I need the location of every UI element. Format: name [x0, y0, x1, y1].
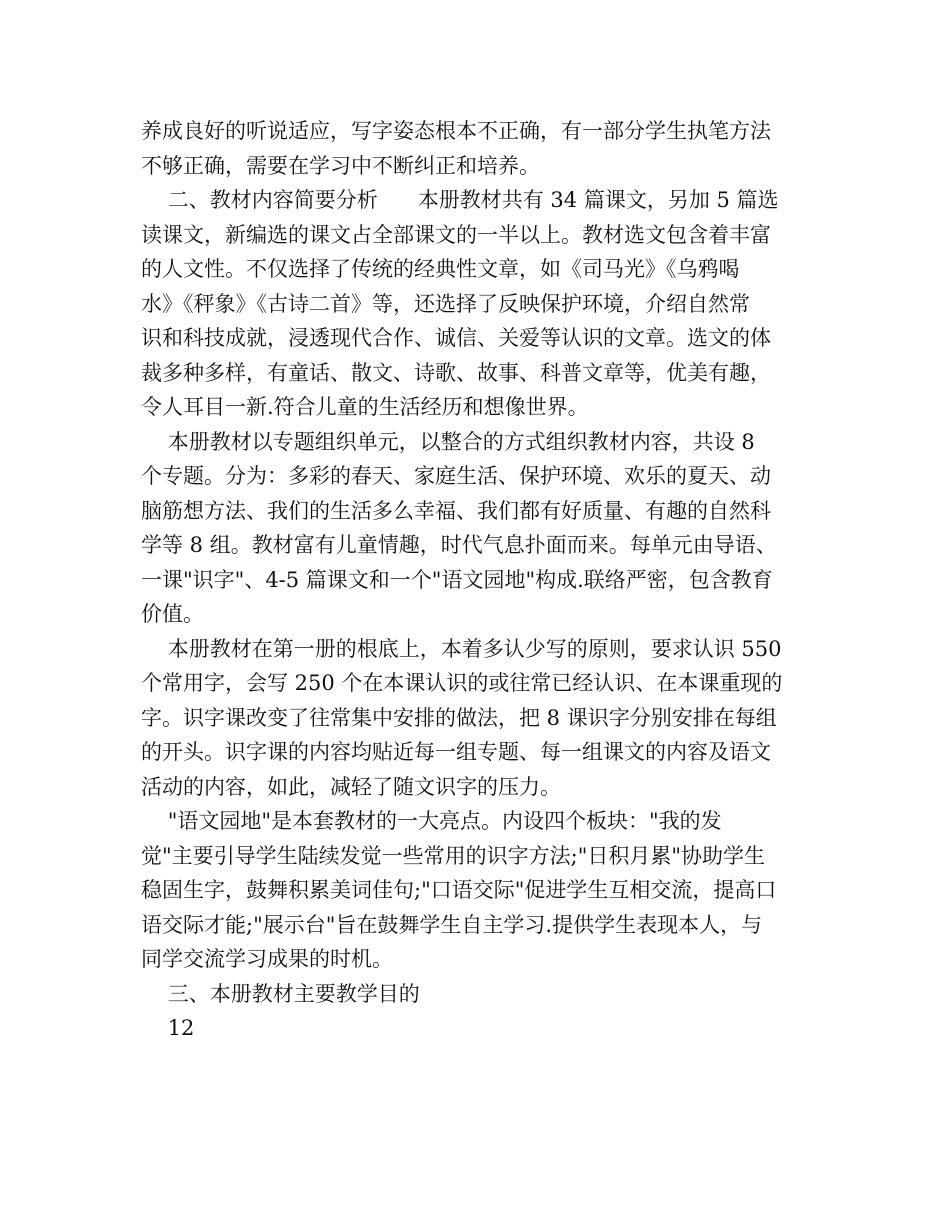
paragraph-continuation	[141, 114, 813, 183]
text-line: 养成良好的听说适应，写字姿态根本不正确，有一部分学生执笔方法	[141, 119, 771, 143]
text-line: 识和科技成就，浸透现代合作、诚信、关爱等认识的文章。选文的体	[141, 326, 771, 350]
paragraph-section-2	[141, 183, 813, 425]
text-line: 个常用字，会写 250 个在本课认识的或往常已经认识、在本课重现的	[141, 671, 783, 695]
paragraph-section-3	[141, 977, 813, 1012]
text-line: 的开头。识字课的内容均贴近每一组专题、每一组课文的内容及语文	[141, 740, 771, 764]
text-line: 裁多种多样，有童话、散文、诗歌、故事、科普文章等，优美有趣，	[141, 360, 771, 385]
text-line: 同学交流学习成果的时机。	[141, 947, 393, 971]
text-line: "语文园地"是本套教材的一大亮点。内设四个板块："我的发	[141, 809, 722, 833]
text-line: 字。识字课改变了往常集中安排的做法，把 8 课识字分别安排在每组	[141, 705, 777, 730]
text-line: 脑筋想方法、我们的生活多么幸福、我们都有好质量、有趣的自然科	[141, 498, 771, 523]
text-line: 本册教材在第一册的根底上，本着多认少写的原则，要求认识 550	[141, 636, 782, 661]
text-line: 个专题。分为：多彩的春天、家庭生活、保护环境、欢乐的夏天、动	[141, 464, 771, 488]
text-line: 活动的内容，如此，减轻了随文识字的压力。	[141, 774, 561, 799]
page-number-text: 12	[141, 1016, 195, 1040]
page-number	[141, 1011, 813, 1046]
text-line: 读课文，新编选的课文占全部课文的一半以上。教材选文包含着丰富	[141, 222, 771, 247]
text-line: 不够正确，需要在学习中不断纠正和培养。	[141, 153, 540, 178]
text-line: 觉"主要引导学生陆续发觉一些常用的识字方法;"日积月累"协助学生	[141, 843, 766, 868]
section-heading-line: 三、本册教材主要教学目的	[141, 981, 420, 1006]
text-line: 一课"识字"、4-5 篇课文和一个"语文园地"构成.联络严密，包含教育	[141, 567, 773, 592]
section-heading-line: 二、教材内容简要分析 本册教材共有 34 篇课文，另加 5 篇选	[141, 188, 779, 212]
paragraph-literacy	[141, 632, 813, 805]
text-line: 价值。	[141, 602, 204, 626]
text-line: 语交际才能;"展示台"旨在鼓舞学生自主学习.提供学生表现本人，与	[141, 912, 763, 937]
paragraph-units	[141, 425, 813, 632]
text-line: 令人耳目一新.符合儿童的生活经历和想像世界。	[141, 395, 589, 419]
paragraph-garden	[141, 804, 813, 977]
text-line: 学等 8 组。教材富有儿童情趣，时代气息扑面而来。每单元由导语、	[141, 533, 777, 557]
body-text	[141, 114, 813, 1046]
text-line: 的人文性。不仅选择了传统的经典性文章，如《司马光》《乌鸦喝	[141, 257, 740, 281]
text-line: 本册教材以专题组织单元，以整合的方式组织教材内容，共设 8	[141, 429, 755, 454]
text-line: 水》《秤象》《古诗二首》等，还选择了反映保护环境，介绍自然常	[141, 291, 750, 316]
text-line: 稳固生字，鼓舞积累美词佳句;"口语交际"促进学生互相交流，提高口	[141, 878, 777, 902]
